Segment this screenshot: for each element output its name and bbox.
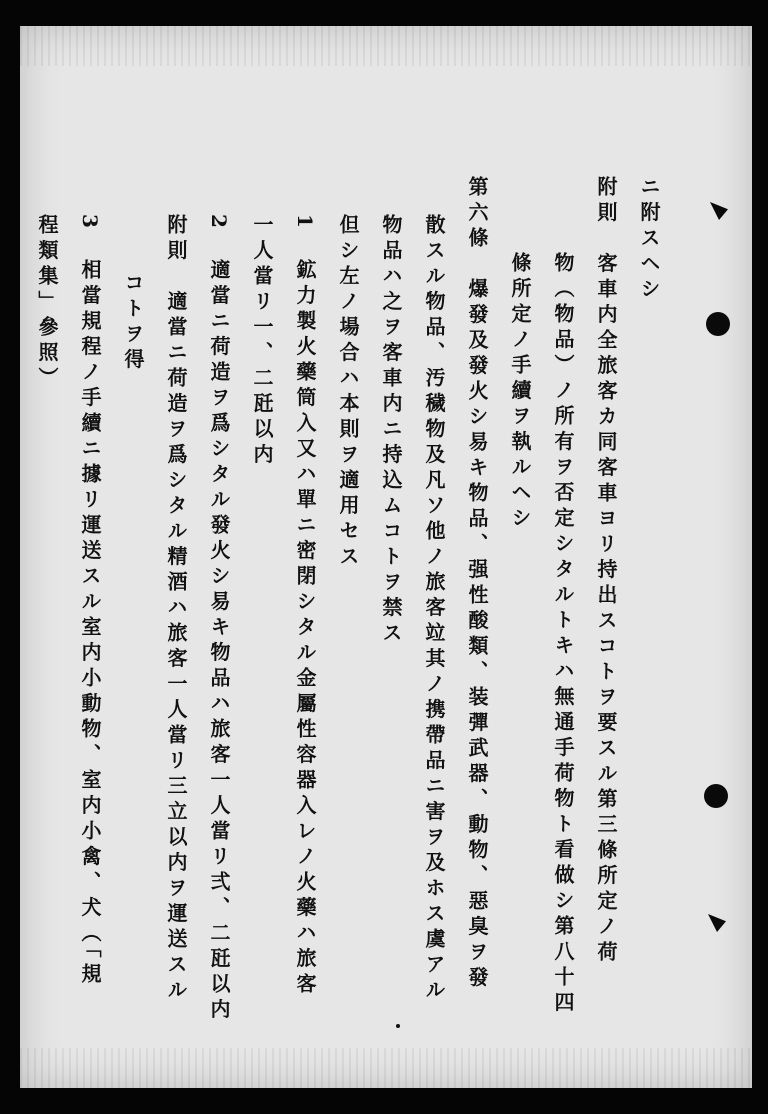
text-line-6: 散スル物品、汚穢物及凡ソ他ノ旅客竝其ノ携帶品ニ害ヲ及ホス虞アル [422,214,446,1005]
text-line-2: 附則 客車内全旅客カ同客車ヨリ持出スコトヲ要スル第三條所定ノ荷 [594,176,618,967]
text-line-10: 一人當リ一、二瓩以内 [250,214,274,469]
binding-hole-lower [704,784,728,808]
text-line-15: 程類集」參照） [35,214,59,393]
top-noise [20,26,752,66]
ink-dot [396,1024,400,1028]
text-line-9: 1 鉱力製火藥筒入又ハ單ニ密閉シタル金屬性容器入レノ火藥ハ旅客 [293,214,317,999]
text-line-8: 但シ左ノ場合ハ本則ヲ適用セス [336,214,360,571]
binding-mark-upper [710,202,728,220]
text-line-12: 附則 適當ニ荷造ヲ爲シタル精酒ハ旅客一人當リ三立以内ヲ運送スル [164,214,188,1005]
text-line-5: 第六條 爆發及發火シ易キ物品、强性酸類、装彈武器、動物、惡臭ヲ發 [465,176,489,992]
text-line-7: 物品ハ之ヲ客車内ニ持込ムコトヲ禁ス [379,214,403,648]
text-line-3: 物（物品）ノ所有ヲ否定シタルトキハ無通手荷物ト看做シ第八十四 [551,252,575,1017]
text-line-13: コトヲ得 [121,272,145,374]
text-line-14: 3 相當規程ノ手續ニ據リ運送スル室内小動物、室内小禽、犬（「規 [78,214,102,989]
document-page [20,26,752,1088]
text-line-1: ニ附スヘシ [637,176,661,304]
text-line-4: 條所定ノ手續ヲ執ルヘシ [508,252,532,533]
binding-hole-upper [706,312,730,336]
text-line-11: 2 適當ニ荷造ヲ爲シタル發火シ易キ物品ハ旅客一人當リ弍、二瓩以内 [207,214,231,1024]
vertical-text-block [35,176,670,1056]
binding-mark-lower [708,914,726,932]
